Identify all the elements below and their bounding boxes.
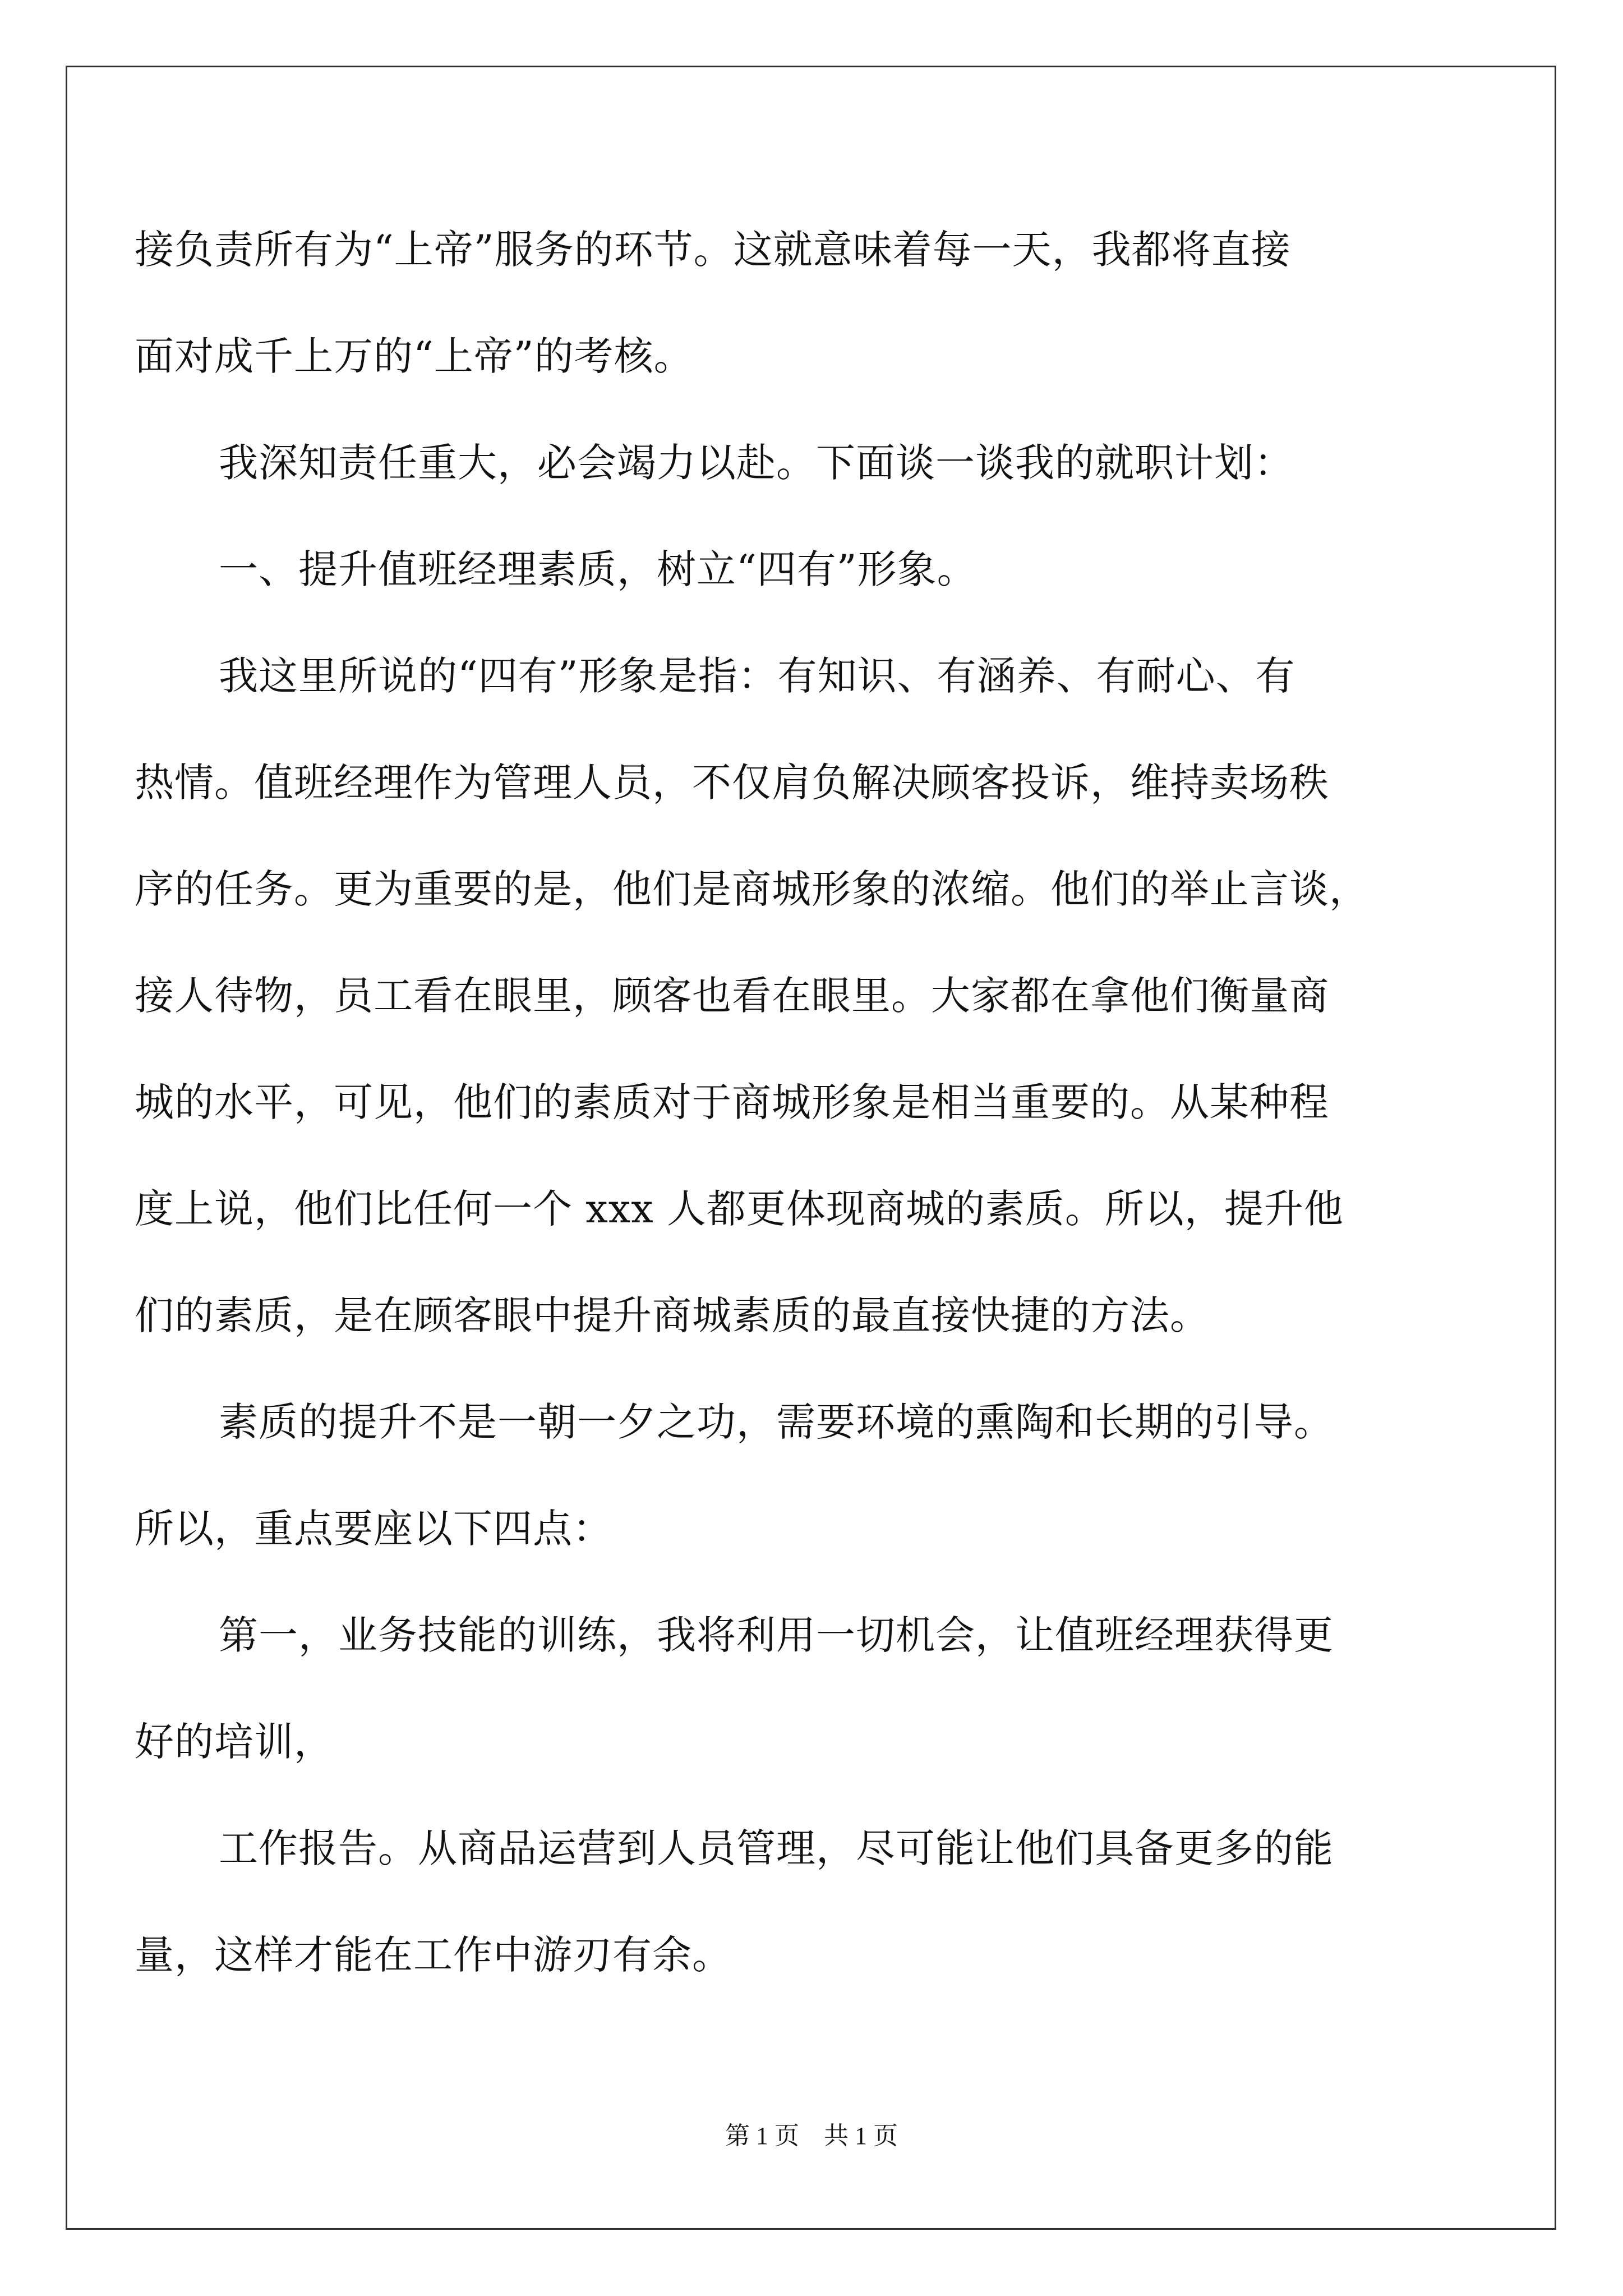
text-line: 序的任务。更为重要的是，他们是商城形象的浓缩。他们的举止言谈， — [135, 866, 1369, 912]
section-heading: 一、提升值班经理素质，树立“四有”形象。 — [219, 546, 977, 592]
text-line: 素质的提升不是一朝一夕之功，需要环境的熏陶和长期的引导。 — [219, 1399, 1334, 1445]
page-number-footer: 第 1 页 共 1 页 — [725, 2122, 898, 2150]
text-line: 我这里所说的“四有”形象是指：有知识、有涵养、有耐心、有 — [219, 653, 1295, 699]
text-line: 工作报告。从商品运营到人员管理，尽可能让他们具备更多的能 — [219, 1825, 1334, 1871]
text-line: 接人待物，员工看在眼里，顾客也看在眼里。大家都在拿他们衡量商 — [135, 973, 1329, 1019]
text-line: 好的培训， — [135, 1719, 334, 1765]
text-line: 热情。值班经理作为管理人员，不仅肩负解决顾客投诉，维持卖场秩 — [135, 760, 1329, 806]
text-line: 城的水平，可见，他们的素质对于商城形象是相当重要的。从某种程 — [135, 1079, 1329, 1125]
text-line: 量，这样才能在工作中游刃有余。 — [135, 1932, 732, 1978]
text-line: 第一，业务技能的训练，我将利用一切机会，让值班经理获得更 — [219, 1612, 1334, 1658]
text-line: 面对成千上万的“上帝”的考核。 — [135, 333, 694, 379]
text-line: 们的素质，是在顾客眼中提升商城素质的最直接快捷的方法。 — [135, 1292, 1210, 1338]
text-line: 度上说，他们比任何一个 xxx 人都更体现商城的素质。所以，提升他 — [135, 1186, 1344, 1232]
text-line: 所以，重点要座以下四点： — [135, 1506, 612, 1552]
text-line: 我深知责任重大，必会竭力以赴。下面谈一谈我的就职计划： — [219, 440, 1294, 486]
page-border — [66, 66, 1556, 2230]
text-line: 接负责所有为“上帝”服务的环节。这就意味着每一天，我都将直接 — [135, 227, 1291, 273]
